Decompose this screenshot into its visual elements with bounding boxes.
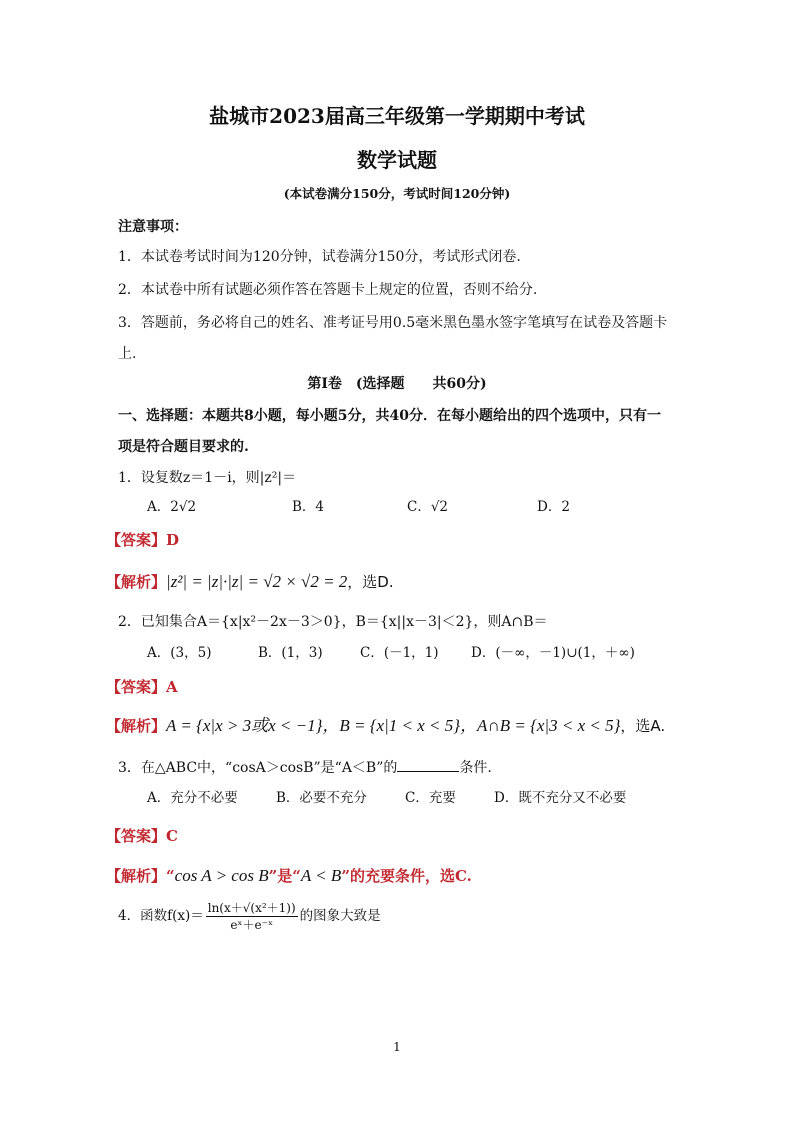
- answer-value: A: [166, 678, 178, 696]
- question-4-stem-prefix: 4．函数f(x)＝: [118, 908, 204, 924]
- question-3-option-d: D．既不充分又不必要: [494, 790, 627, 806]
- notice-item-3-line-1: 3．答题前，务必将自己的姓名、准考证号用0.5毫米黑色墨水签字笔填写在试卷及答题卡: [118, 315, 668, 331]
- analysis-quote-mid: ”是“: [268, 867, 301, 885]
- question-1-answer: [106, 530, 179, 551]
- answer-value: D: [166, 531, 180, 549]
- question-2-analysis: [106, 716, 665, 737]
- question-3-stem: [118, 757, 492, 778]
- analysis-set-a: A = {x|x > 3或x < −1}: [166, 716, 323, 735]
- question-1-option-a: A．2√2: [147, 499, 197, 515]
- analysis-conclusion: ”的充要条件，选C.: [341, 867, 472, 885]
- question-1-option-c: C．√2: [407, 499, 449, 515]
- question-1-analysis: [106, 572, 394, 593]
- analysis-set-b: ，B = {x|1 < x < 5}: [322, 716, 461, 735]
- page-number: 1: [393, 1040, 401, 1054]
- question-2-option-b: B．(1，3): [258, 645, 323, 661]
- question-2-option-c: C．(－1，1): [360, 645, 439, 661]
- question-4-stem: [118, 900, 381, 933]
- function-fraction: [206, 900, 298, 933]
- question-1-option-d: D．2: [537, 499, 570, 515]
- question-3-stem-end: 条件.: [459, 760, 492, 776]
- question-2-option-d: D．(－∞，－1)∪(1，＋∞): [471, 645, 635, 661]
- question-1-stem: 1．设复数z＝1－i，则|z²|＝: [118, 470, 297, 486]
- analysis-quote-open: “: [166, 867, 175, 885]
- analysis-intersection: ，A∩B = {x|3 < x < 5}: [460, 716, 621, 735]
- analysis-conclusion: ，选D.: [347, 573, 394, 591]
- analysis-conclusion: ，选A.: [620, 717, 666, 735]
- question-4-stem-suffix: 的图象大致是: [299, 908, 381, 924]
- analysis-formula: |z²| = |z|·|z| = √2 × √2 = 2: [166, 572, 348, 591]
- answer-label: 【答案】: [106, 827, 167, 845]
- question-3-analysis: [106, 866, 472, 887]
- part1-heading: 第Ⅰ卷 (选择题 共60分): [307, 376, 487, 392]
- exam-title: 盐城市2023届高三年级第一学期期中考试: [209, 104, 585, 128]
- section-instructions-line-1: 一、选择题：本题共8小题，每小题5分，共40分．在每小题给出的四个选项中，只有一: [118, 408, 661, 424]
- analysis-label: 【解析】: [106, 573, 167, 591]
- answer-blank: [397, 757, 459, 772]
- analysis-label: 【解析】: [106, 717, 167, 735]
- question-2-option-a: A．(3，5): [147, 645, 212, 661]
- notice-item-2: 2．本试卷中所有试题必须作答在答题卡上规定的位置，否则不给分.: [118, 282, 538, 298]
- notice-item-3-line-2: 上.: [118, 346, 137, 362]
- section-instructions-line-2: 项是符合题目要求的.: [118, 439, 249, 455]
- question-2-stem: 2．已知集合A＝{x|x²－2x－3＞0}，B＝{x||x－3|＜2}，则A∩B＝: [118, 614, 548, 630]
- analysis-angle-comparison: A < B: [300, 866, 342, 885]
- question-1-option-b: B．4: [292, 499, 325, 515]
- answer-value: C: [166, 827, 178, 845]
- exam-duration-note: (本试卷满分150分，考试时间120分钟): [283, 186, 511, 201]
- answer-label: 【答案】: [106, 531, 167, 549]
- question-2-answer: [106, 677, 178, 698]
- exam-subtitle: 数学试题: [357, 148, 437, 172]
- question-3-answer: [106, 826, 178, 847]
- notices-heading: 注意事项：: [118, 219, 188, 235]
- question-3-option-b: B．必要不充分: [276, 790, 367, 806]
- fraction-denominator: eˣ＋e⁻ˣ: [230, 918, 274, 932]
- question-3-option-c: C．充要: [405, 790, 456, 806]
- question-3-stem-text: 3．在△ABC中，“cosA＞cosB”是“A＜B”的: [118, 760, 398, 776]
- analysis-cos-comparison: cos A > cos B: [174, 866, 269, 885]
- analysis-label: 【解析】: [106, 867, 167, 885]
- notice-item-1: 1．本试卷考试时间为120分钟，试卷满分150分，考试形式闭卷.: [118, 249, 521, 265]
- answer-label: 【答案】: [106, 678, 167, 696]
- fraction-numerator: ln(x＋√(x²＋1)): [207, 901, 296, 915]
- question-3-option-a: A．充分不必要: [147, 790, 238, 806]
